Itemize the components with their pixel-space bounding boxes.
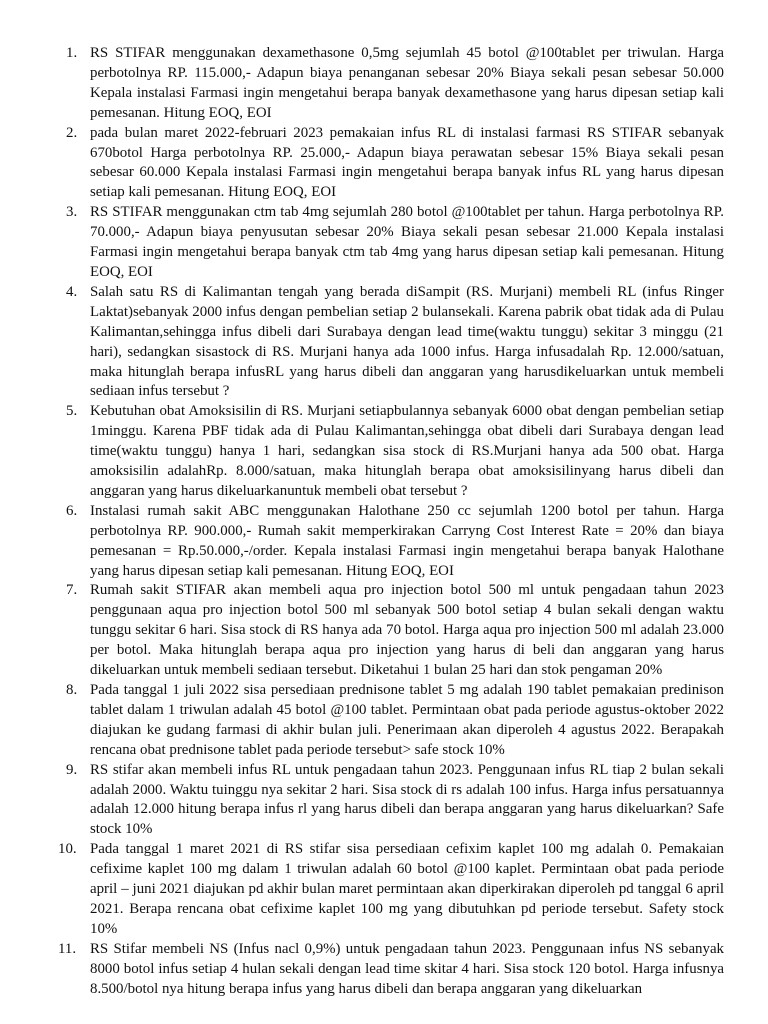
item-number: 11. xyxy=(58,940,77,957)
item-text: Instalasi rumah sakit ABC menggunakan Halothane 250 cc sejumlah 1200 botol per tahun. Harga perbotolnya RP. 900.000,- Rumah sakit memperkirakan Carryng Cost Interest Rate = 20% dan biaya pemesanan = Rp.50.000,-/order. Kepala instalasi Farmasi ingin mengetahui berapa banyak Halothane yang harus dipesan setiap kali pemesanan. Hitung EOQ, EOI xyxy=(90,502,724,579)
item-number: 5. xyxy=(66,403,78,420)
list-item xyxy=(66,203,724,283)
list-item xyxy=(66,581,724,681)
list-item xyxy=(66,402,724,502)
item-text: Salah satu RS di Kalimantan tengah yang berada diSampit (RS. Murjani) membeli RL (infus Ringer Laktat)sebanyak 2000 infus dengan pembelian setiap 2 bulansekali. Karena pabrik obat tidak ada di Pulau Kalimantan,sehingga infus dibeli dari Surabaya dengan lead time(waktu tunggu) sekitar 3 minggu (21 hari), sedangkan sisastock di RS. Murjani hanya ada 1000 infus. Harga infusadalah Rp. 12.000/satuan, maka hitunglah berapa infusRL yang harus dibeli dan anggaran yang harusdikeluarkan untuk membeli sediaan infus tersebut ? xyxy=(90,283,724,400)
list-item xyxy=(66,283,724,402)
item-text: RS STIFAR menggunakan dexamethasone 0,5mg sejumlah 45 botol @100tablet per triwulan. Harga perbotolnya RP. 115.000,- Adapun biaya penanganan sebesar 20% Biaya sekali pesan sebesar 50.000 Kepala instalasi Farmasi ingin mengetahui berapa banyak dexamethasone yang harus dipesan setiap kali pemesanan. Hitung EOQ, EOI xyxy=(90,45,724,121)
item-number: 4. xyxy=(66,283,78,300)
item-text: Pada tanggal 1 juli 2022 sisa persediaan prednisone tablet 5 mg adalah 190 tablet pemakaian predinison tablet dalam 1 triwulan adalah 45 botol @100 tablet. Permintaan obat pada periode agustus-oktober 2022 diajukan ke gudang farmasi di akhir bulan juli. Penerimaan akan diperoleh 4 agustus 2022. Berapakah rencana obat prednisone tablet pada periode tersebut> safe stock 10% xyxy=(90,682,724,758)
item-number: 2. xyxy=(66,124,78,141)
item-text: RS Stifar membeli NS (Infus nacl 0,9%) untuk pengadaan tahun 2023. Penggunaan infus NS sebanyak 8000 botol infus setiap 4 hulan sekali dengan lead time skitar 4 hari. Sisa stock 120 botol. Harga infusnya 8.500/botol nya hitung berapa infus yang harus dibeli dan berapa anggaran yang dikeluarkan xyxy=(90,940,724,997)
item-text: RS STIFAR menggunakan ctm tab 4mg sejumlah 280 botol @100tablet per tahun. Harga perbotolnya RP. 70.000,- Adapun biaya penyusutan sebesar 20% Biaya sekali pesan sebesar 21.000 Kepala instalasi Farmasi ingin mengetahui berapa banyak ctm tab 4mg yang harus dipesan setiap kali pemesanan. Hitung EOQ, EOI xyxy=(90,204,724,280)
item-text: RS stifar akan membeli infus RL untuk pengadaan tahun 2023. Penggunaan infus RL tiap 2 bulan sekali adalah 2000. Waktu tuinggu nya sekitar 2 hari. Sisa stock di rs adalah 100 infus. Harga infus persatuannya adalah 12.000 hitung berapa infus rl yang harus dibeli dan berapa anggaran yang harus dikeluarkan? Safe stock 10% xyxy=(90,761,724,838)
list-item xyxy=(58,840,724,940)
problem-list xyxy=(58,44,724,1000)
item-number: 10. xyxy=(58,841,77,858)
item-number: 1. xyxy=(66,45,78,61)
list-item xyxy=(66,44,724,124)
item-text: Rumah sakit STIFAR akan membeli aqua pro injection botol 500 ml untuk pengadaan tahun 2023 penggunaan aqua pro injection botol 500 ml sebanyak 500 botol setiap 4 bulan sekali dengan waktu tunggu sekitar 6 hari. Sisa stock di RS hanya ada 70 botol. Harga aqua pro injection 500 ml adalah 23.000 per botol. Maka hitunglah berapa aqua pro injection yang harus di beli dan anggaran yang harus dikeluarkan untuk membeli sediaan tersebut. Diketahui 1 bulan 25 hari dan stok pengaman 20% xyxy=(90,582,724,679)
item-text: Kebutuhan obat Amoksisilin di RS. Murjani setiapbulannya sebanyak 6000 obat dengan pembelian setiap 1minggu. Karena PBF tidak ada di Pulau Kalimantan,sehingga obat dibeli dari Surabaya dengan lead time(waktu tunggu) hanya 1 hari, sedangkan sisa stock di RS.Murjani hanya ada 500 obat. Harga amoksisilin adalahRp. 8.000/satuan, maka hitunglah berapa obat amoksisilinyang harus dibeli dan anggaran yang harus dikeluarkanuntuk membeli obat tersebut ? xyxy=(90,403,724,499)
item-text: pada bulan maret 2022-februari 2023 pemakaian infus RL di instalasi farmasi RS STIFAR sebanyak 670botol Harga perbotolnya RP. 25.000,- Adapun biaya perawatan sebesar 15% Biaya sekali pesan sebesar 60.000 Kepala instalasi Farmasi ingin mengetahui berapa banyak infus RL yang harus dipesan setiap kali pemesanan. Hitung EOQ, EOI xyxy=(90,124,724,201)
item-number: 8. xyxy=(66,682,78,698)
list-item xyxy=(66,124,724,204)
item-text: Pada tanggal 1 maret 2021 di RS stifar sisa persediaan cefixim kaplet 100 mg adalah 0. Pemakaian cefixime kaplet 100 mg dalam 1 triwulan adalah 60 botol @100 kaplet. Permintaan obat pada periode april – juni 2021 diajukan pd akhir bulan maret permintaan akan diperkirakan diperoleh pd tanggal 6 april 2021. Berapa rencana obat cefixime kaplet 100 mg yang dibutuhkan pd periode tersebut. Safety stock 10% xyxy=(90,841,724,937)
item-number: 6. xyxy=(66,502,78,519)
list-item xyxy=(58,940,724,1000)
item-number: 7. xyxy=(66,582,78,599)
list-item xyxy=(66,681,724,761)
list-item xyxy=(66,761,724,841)
item-number: 9. xyxy=(66,761,78,778)
item-number: 3. xyxy=(66,204,78,221)
list-item xyxy=(66,502,724,582)
